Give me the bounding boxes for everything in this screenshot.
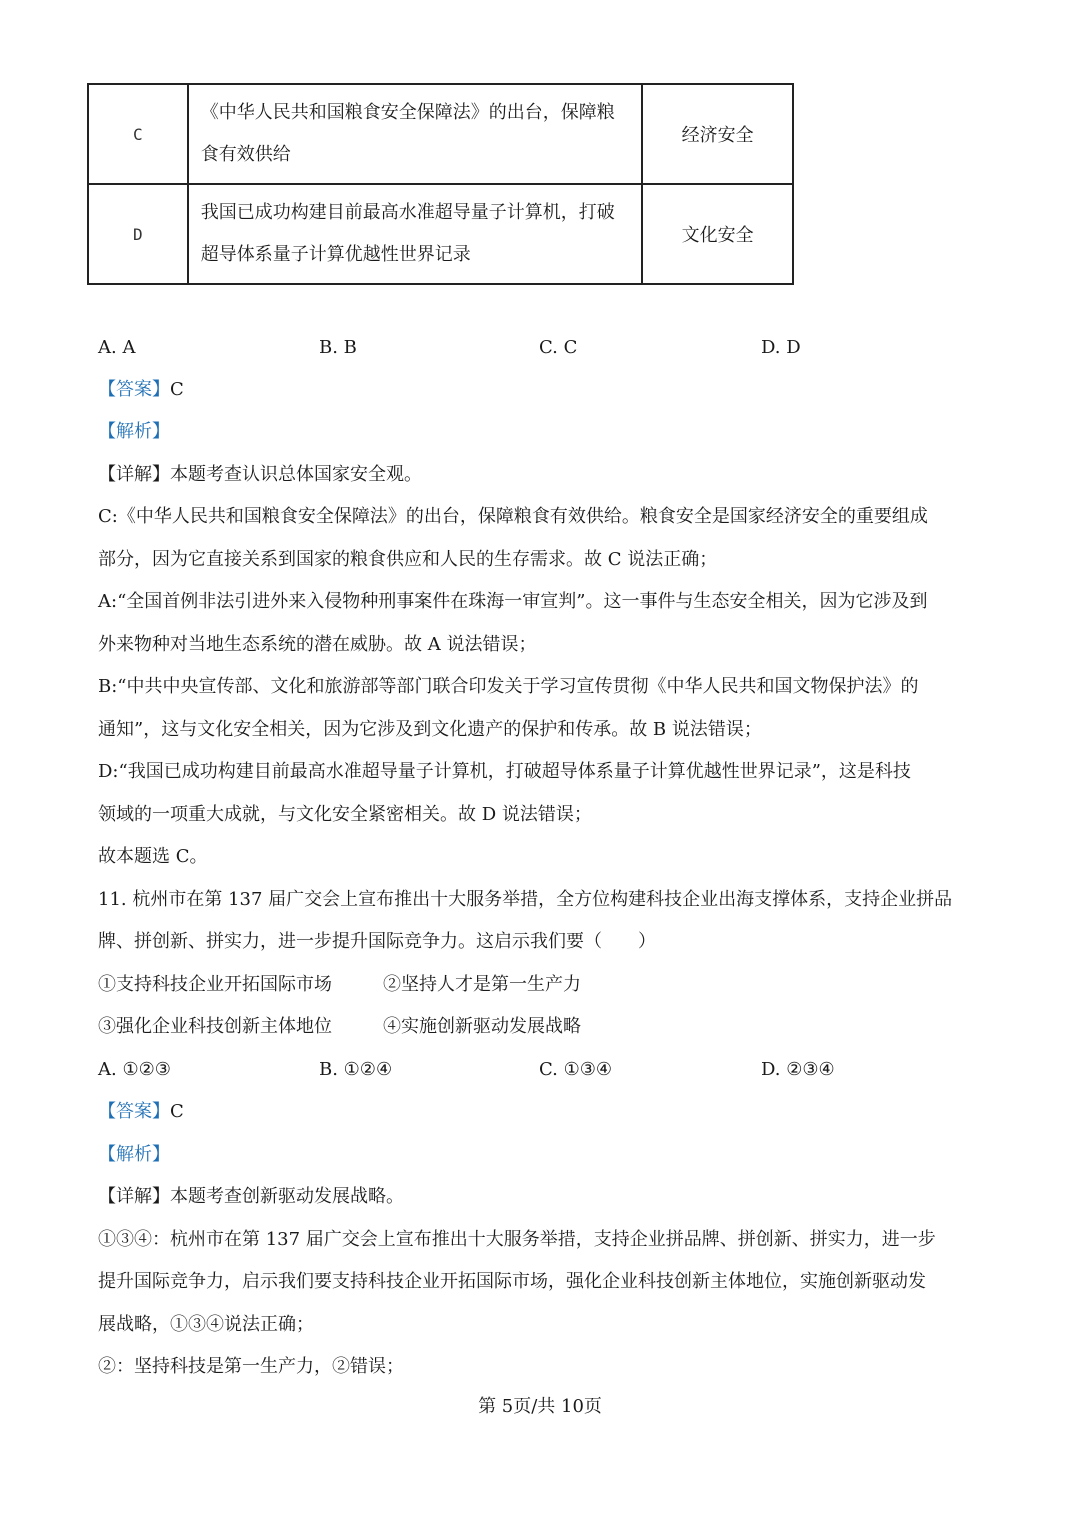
q11-item: ③强化企业科技创新主体地位 bbox=[98, 1016, 332, 1037]
q11-item: ②坚持人才是第一生产力 bbox=[383, 974, 581, 995]
q10-option-b: B. B bbox=[319, 337, 357, 358]
q11-option-a: A. ①②③ bbox=[98, 1059, 171, 1080]
q10-explanation-line: A:“全国首例非法引进外来入侵物种刑事案件在珠海一审宣判”。这一事件与生态安全相关，因为它涉及到 bbox=[98, 591, 928, 612]
q10-analysis-tag: 【解析】 bbox=[98, 421, 170, 442]
table-row bbox=[88, 184, 793, 284]
q10-explanation-line: 领域的一项重大成就，与文化安全紧密相关。故 D 说法错误； bbox=[98, 804, 592, 825]
q11-item: ④实施创新驱动发展战略 bbox=[383, 1016, 581, 1037]
row-event: 我国已成功构建目前最高水准超导量子计算机，打破 超导体系量子计算优越性世界记录 bbox=[188, 184, 643, 284]
q10-detail: 【详解】本题考查认识总体国家安全观。 bbox=[98, 464, 422, 485]
q11-explanation-line: 展战略，①③④说法正确； bbox=[98, 1314, 314, 1335]
q11-detail: 【详解】本题考查创新驱动发展战略。 bbox=[98, 1186, 404, 1207]
q10-option-c: C. C bbox=[539, 337, 578, 358]
row-letter: C bbox=[88, 84, 188, 184]
q11-item: ①支持科技企业开拓国际市场 bbox=[98, 974, 332, 995]
table-row bbox=[88, 84, 793, 184]
q11-option-c: C. ①③④ bbox=[539, 1059, 612, 1080]
q11-option-d: D. ②③④ bbox=[761, 1059, 835, 1080]
q10-option-a: A. A bbox=[98, 337, 136, 358]
q11-explanation-line: ①③④：杭州市在第 137 届广交会上宣布推出十大服务举措，支持企业拼品牌、拼创新、拼实力，进一步 bbox=[98, 1229, 936, 1250]
q11-answer: 【答案】C bbox=[98, 1101, 184, 1122]
question-table bbox=[87, 83, 794, 285]
q10-explanation-line: 部分，因为它直接关系到国家的粮食供应和人民的生存需求。故 C 说法正确； bbox=[98, 549, 718, 570]
row-letter: D bbox=[88, 184, 188, 284]
q10-explanation-line: D:“我国已成功构建目前最高水准超导量子计算机，打破超导体系量子计算优越性世界记录”，这是科技 bbox=[98, 761, 911, 782]
q11-option-b: B. ①②④ bbox=[319, 1059, 393, 1080]
q10-answer: 【答案】C bbox=[98, 379, 184, 400]
q10-option-d: D. D bbox=[761, 337, 801, 358]
q10-conclusion: 故本题选 C。 bbox=[98, 846, 208, 867]
q11-explanation-line: ②：坚持科技是第一生产力，②错误； bbox=[98, 1356, 404, 1377]
q10-explanation-line: 通知”，这与文化安全相关，因为它涉及到文化遗产的保护和传承。故 B 说法错误； bbox=[98, 719, 762, 740]
q11-stem-line: 11. 杭州市在第 137 届广交会上宣布推出十大服务举措，全方位构建科技企业出海支撑体系，支持企业拼品 bbox=[98, 889, 953, 910]
row-event: 《中华人民共和国粮食安全保障法》的出台，保障粮 食有效供给 bbox=[188, 84, 643, 184]
q11-stem-line: 牌、拼创新、拼实力，进一步提升国际竞争力。这启示我们要（ ） bbox=[98, 931, 656, 952]
q11-explanation-line: 提升国际竞争力，启示我们要支持科技企业开拓国际市场，强化企业科技创新主体地位，实施创新驱动发 bbox=[98, 1271, 926, 1292]
row-category: 经济安全 bbox=[642, 84, 793, 184]
q11-analysis-tag: 【解析】 bbox=[98, 1144, 170, 1165]
row-category: 文化安全 bbox=[642, 184, 793, 284]
q10-explanation-line: C:《中华人民共和国粮食安全保障法》的出台，保障粮食有效供给。粮食安全是国家经济安全的重要组成 bbox=[98, 506, 928, 527]
page-footer: 第 5页/共 10页 bbox=[478, 1396, 602, 1417]
q10-explanation-line: B:“中共中央宣传部、文化和旅游部等部门联合印发关于学习宣传贯彻《中华人民共和国文物保护法》的 bbox=[98, 676, 919, 697]
q10-explanation-line: 外来物种对当地生态系统的潜在威胁。故 A 说法错误； bbox=[98, 634, 537, 655]
